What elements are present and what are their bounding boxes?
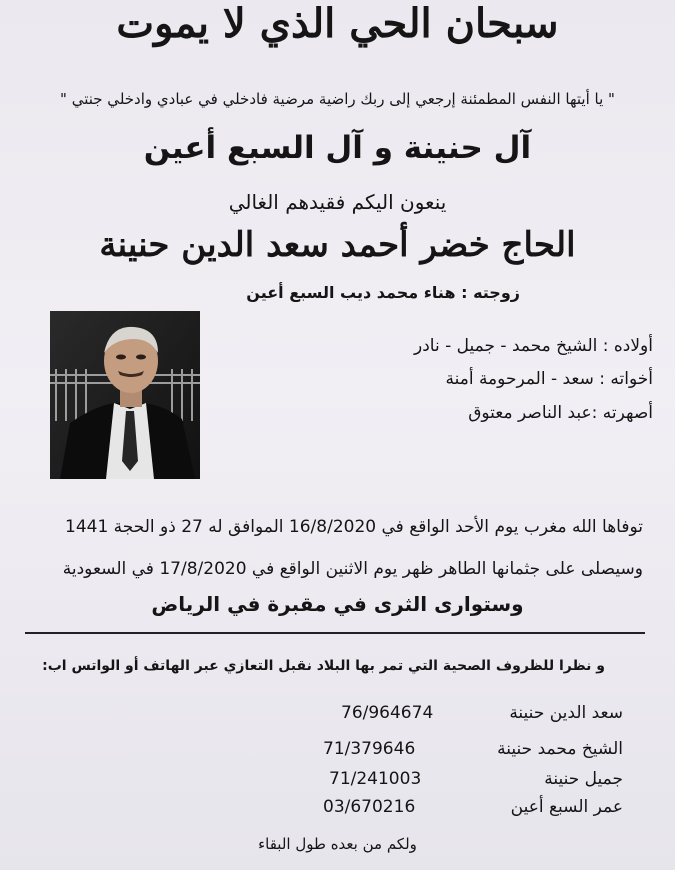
wife-line: زوجته : هناء محمد ديب السبع أعين [246,283,520,302]
funeral-notice: وسيصلى على جثمانها الطاهر ظهر يوم الاثنين الواقع في 17/8/2020 في السعودية [62,559,643,579]
contact-row [313,739,623,765]
announcement-line: ينعون اليكم فقيدهم الغالي [228,190,447,214]
portrait-illustration [50,311,200,479]
contact-name: جميل حنينة [544,769,623,789]
in-laws-line: أصهرته :عبد الناصر معتوق [468,403,653,423]
children-line: أولاده : الشيخ محمد - جميل - نادر [414,336,653,356]
contact-name: عمر السبع أعين [510,797,623,817]
contact-row [323,703,623,729]
condolence-notice: و نظرا للظروف الصحية التي تمر بها البلاد نقبل التعازي عبر الهاتف أو الواتس اب: [42,658,605,674]
section-divider [25,632,645,634]
sisters-line: أخواته : سعد - المرحومة أمنة [445,369,653,389]
contact-row [313,769,623,795]
closing-line: ولكم من بعده طول البقاء [258,835,417,853]
contact-number: 71/379646 [323,739,416,759]
contact-number: 76/964674 [341,703,434,723]
contact-name: الشيخ محمد حنينة [497,739,623,759]
death-notice: توفاها الله مغرب يوم الأحد الواقع في 16/8/2020 الموافق له 27 ذو الحجة 1441 [65,517,643,537]
burial-notice: وستوارى الثرى في مقبرة في الرياض [151,592,524,616]
deceased-portrait-photo [50,311,200,479]
quran-verse: " يا أيتها النفس المطمئنة إرجعي إلى ربك راضية مرضية فادخلي في عبادي وادخلي جنتي " [60,90,615,108]
contact-name: سعد الدين حنينة [509,703,623,723]
contact-row [313,797,623,823]
contact-number: 03/670216 [323,797,416,817]
contact-number: 71/241003 [329,769,422,789]
header-calligraphy-title: سبحان الحي الذي لا يموت [116,0,559,47]
families-heading: آل حنينة و آل السبع أعين [143,130,532,166]
deceased-name: الحاج خضر أحمد سعد الدين حنينة [99,225,576,265]
